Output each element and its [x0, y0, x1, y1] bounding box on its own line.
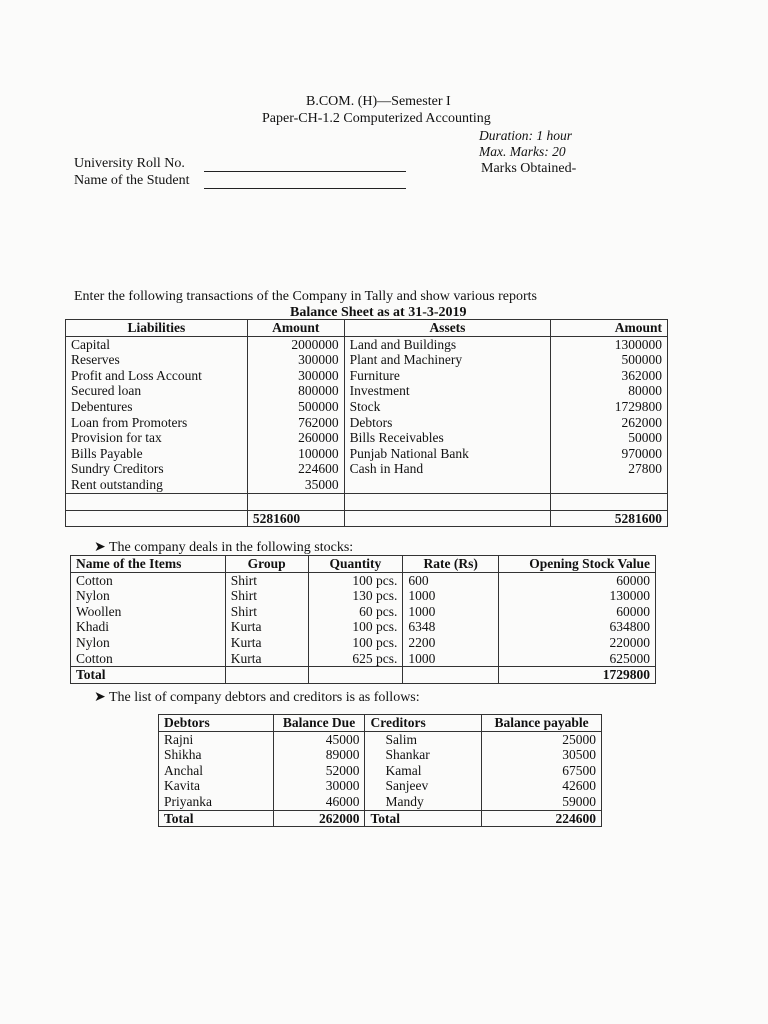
name-label: Name of the Student	[74, 173, 190, 188]
stk-header-group: Group	[225, 556, 308, 573]
arrow-bullet-icon: ➤	[94, 690, 106, 705]
table-row: Sundry Creditors 224600 Cash in Hand 27800	[66, 461, 668, 477]
table-row: Nylon Kurta 100 pcs. 2200 220000	[71, 635, 656, 651]
bs-header-amount: Amount	[247, 320, 344, 337]
arrow-bullet-icon: ➤	[94, 540, 106, 555]
max-marks: Max. Marks: 20	[479, 144, 566, 159]
balance-sheet-table	[65, 319, 668, 527]
table-row: Bills Payable 100000 Punjab National Bank 970000	[66, 446, 668, 462]
bs-header-liabilities: Liabilities	[66, 320, 248, 337]
table-row: Woollen Shirt 60 pcs. 1000 60000	[71, 604, 656, 620]
table-row: Nylon Shirt 130 pcs. 1000 130000	[71, 588, 656, 604]
table-row-total: Total 1729800	[71, 667, 656, 684]
table-row: Kavita 30000 Sanjeev 42600	[159, 778, 602, 794]
roll-label: University Roll No.	[74, 156, 185, 171]
table-row: Khadi Kurta 100 pcs. 6348 634800	[71, 619, 656, 635]
name-line	[204, 188, 406, 189]
stk-header-name: Name of the Items	[71, 556, 226, 573]
stocks-intro: ➤ The company deals in the following stocks:	[94, 540, 354, 555]
table-row-total: Total 262000 Total 224600	[159, 810, 602, 827]
table-row: Reserves 300000 Plant and Machinery 500000	[66, 352, 668, 368]
debtors-intro: ➤ The list of company debtors and creditors is as follows:	[94, 690, 420, 705]
dc-header-creditors: Creditors	[365, 715, 482, 732]
table-row: Loan from Promoters 762000 Debtors 262000	[66, 415, 668, 431]
dc-header-balance-payable: Balance payable	[482, 715, 602, 732]
table-row: Secured loan 800000 Investment 80000	[66, 383, 668, 399]
paper-title: Paper-CH-1.2 Computerized Accounting	[262, 111, 491, 126]
dc-header-debtors: Debtors	[159, 715, 274, 732]
course-title: B.COM. (H)—Semester I	[306, 94, 451, 109]
table-row: Debentures 500000 Stock 1729800	[66, 399, 668, 415]
bs-header-amount: Amount	[551, 320, 668, 337]
marks-obtained: Marks Obtained-	[481, 161, 577, 176]
balance-sheet-title: Balance Sheet as at 31-3-2019	[290, 305, 467, 320]
roll-line	[204, 171, 406, 172]
duration: Duration: 1 hour	[479, 128, 573, 143]
table-row: Rajni 45000 Salim 25000	[159, 731, 602, 747]
instruction: Enter the following transactions of the Company in Tally and show various reports	[74, 289, 538, 304]
stk-header-quantity: Quantity	[308, 556, 403, 573]
debtors-creditors-table	[158, 714, 602, 827]
dc-header-balance-due: Balance Due	[273, 715, 365, 732]
table-row-total: 5281600 5281600	[66, 510, 668, 527]
table-row: Profit and Loss Account 300000 Furniture 362000	[66, 368, 668, 384]
stocks-table	[70, 555, 656, 684]
table-row: Capital 2000000 Land and Buildings 1300000	[66, 336, 668, 352]
table-row: Cotton Kurta 625 pcs. 1000 625000	[71, 651, 656, 667]
stk-header-value: Opening Stock Value	[499, 556, 656, 573]
table-row: Cotton Shirt 100 pcs. 600 60000	[71, 572, 656, 588]
table-row: Anchal 52000 Kamal 67500	[159, 763, 602, 779]
table-row: Rent outstanding 35000	[66, 477, 668, 493]
table-row: Priyanka 46000 Mandy 59000	[159, 794, 602, 810]
table-row: Shikha 89000 Shankar 30500	[159, 747, 602, 763]
table-row-blank	[66, 493, 668, 510]
table-row: Provision for tax 260000 Bills Receivables 50000	[66, 430, 668, 446]
bs-header-assets: Assets	[344, 320, 551, 337]
stk-header-rate: Rate (Rs)	[403, 556, 499, 573]
